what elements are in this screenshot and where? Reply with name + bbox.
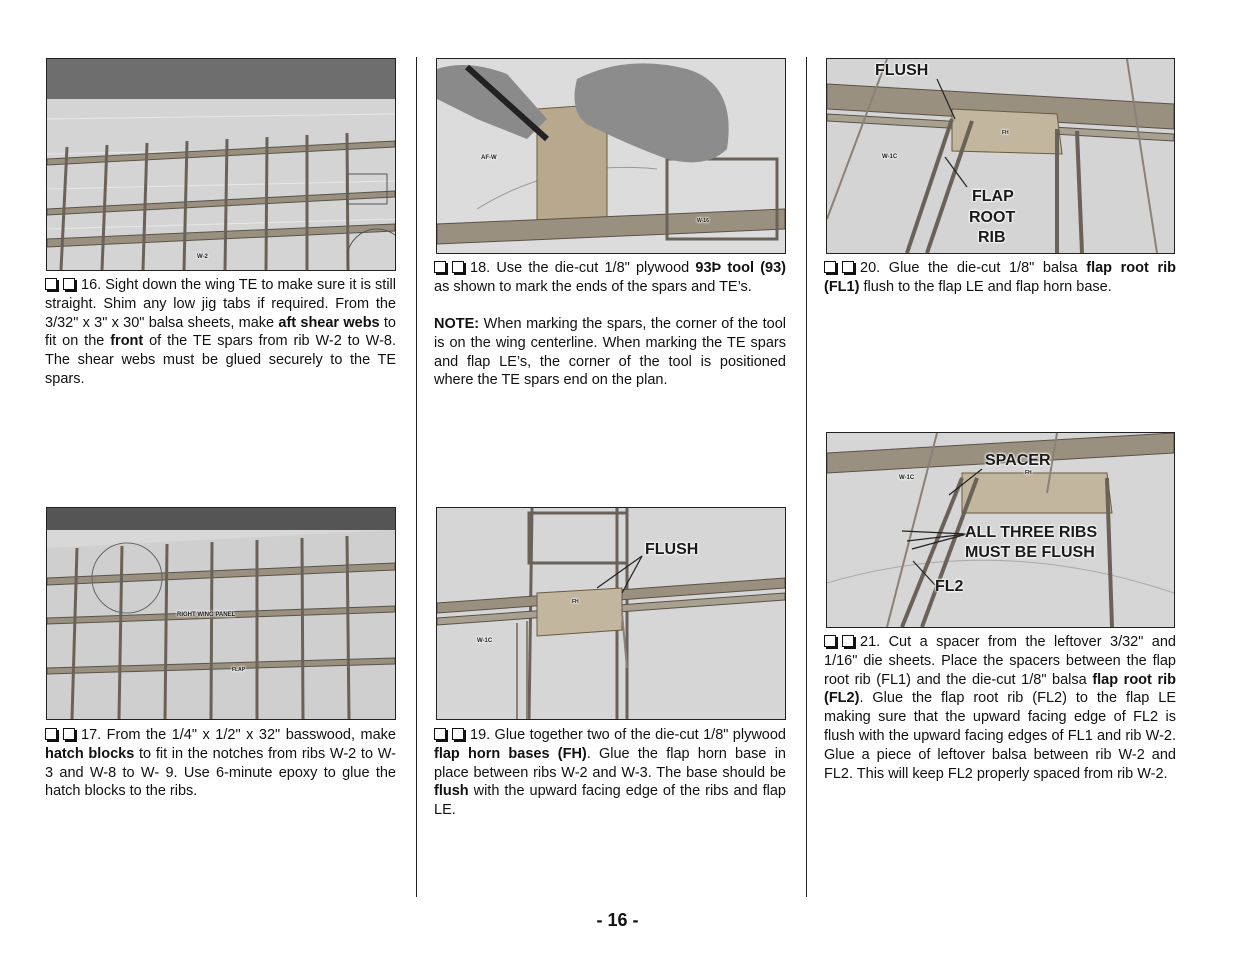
step-21-text: 21. Cut a spacer from the leftover 3/32" and 1/16" die sheets. Place the spacers between the flap root rib (FL1) and the die-cut 1/8" balsa flap root rib (FL2). Glue the flap root rib (FL2) to the flap LE making sure that the upward facing edge of FL2 is flush with the upward facing edges of FL1 and rib W-2. Glue a piece of leftover balsa between rib W-2 and FL2. This will keep FL2 properly spaced from rib W-2. xyxy=(824,634,1176,782)
checkbox-1[interactable] xyxy=(434,261,446,273)
photo-callout-rib: RIB xyxy=(978,229,1006,246)
checkbox-1[interactable] xyxy=(824,635,836,647)
photo-label-w1c: W-1C xyxy=(882,154,898,160)
photo-step-16 xyxy=(46,58,396,271)
photo-step-19 xyxy=(436,507,786,720)
photo-label-fh: FH xyxy=(1002,130,1009,136)
step-16-text: 16. Sight down the wing TE to make sure it is still straight. Shim any low jig tabs if required. From the 3/32" x 3" x 30" balsa sheets, make aft shear webs to fit on the front of the TE spars from rib W-2 to W-8. The shear webs must be glued securely to the TE spars. xyxy=(45,277,396,387)
photo-callout-spacer: SPACER xyxy=(985,452,1051,469)
step-18-text: 18. Use the die-cut 1/8" plywood 93Þ tool (93) as shown to mark the ends of the spars and TE’s. xyxy=(434,260,787,295)
photo-step-17 xyxy=(46,507,396,720)
checkbox-2[interactable] xyxy=(842,635,854,647)
checkbox-2[interactable] xyxy=(63,728,75,740)
checkbox-2[interactable] xyxy=(452,261,464,273)
step-20-text: 20. Glue the die-cut 1/8" balsa flap root rib (FL1) flush to the flap LE and flap horn base. xyxy=(824,260,1176,295)
photo-callout-flush: FLUSH xyxy=(875,62,929,79)
checkbox-1[interactable] xyxy=(824,261,836,273)
photo-step-20 xyxy=(826,58,1175,254)
photo-step-18 xyxy=(436,58,786,254)
photo-callout-flush: FLUSH xyxy=(645,541,699,558)
photo-label-fh: FH xyxy=(1025,470,1032,476)
checkbox-1[interactable] xyxy=(45,278,57,290)
checkbox-2[interactable] xyxy=(452,728,464,740)
checkbox-1[interactable] xyxy=(434,728,446,740)
photo-callout-fl2: FL2 xyxy=(935,578,964,595)
photo-callout-flap: FLAP xyxy=(972,188,1014,205)
photo-callout-all-three-ribs: ALL THREE RIBS xyxy=(965,524,1098,541)
photo-step-21 xyxy=(826,432,1175,628)
step-18-note: NOTE: When marking the spars, the corner of the tool is on the wing centerline. When marking the TE spars and flap LE’s, the corner of the tool is positioned where the TE spars end on the plan. xyxy=(434,316,786,389)
step-19-text: 19. Glue together two of the die-cut 1/8" plywood flap horn bases (FH). Glue the flap horn base in place between ribs W-2 and W-3. The base should be flush with the upward facing edge of the ribs and flap LE. xyxy=(434,727,786,819)
checkbox-1[interactable] xyxy=(45,728,57,740)
photo-label-w2: W-2 xyxy=(197,254,208,260)
checkbox-2[interactable] xyxy=(63,278,75,290)
page-number: - 16 - xyxy=(596,910,639,930)
photo-label-fh: FH xyxy=(572,599,579,605)
step-17-text: 17. From the 1/4" x 1/2" x 32" basswood, make hatch blocks to fit in the notches from ribs W-2 to W-3 and W-8 to W- 9. Use 6-minute epoxy to glue the hatch blocks to the ribs. xyxy=(45,727,396,800)
photo-label-af-w: AF-W xyxy=(481,155,497,161)
checkbox-2[interactable] xyxy=(842,261,854,273)
photo-label-w1c: W-1C xyxy=(477,638,493,644)
photo-label-right-wing-panel: RIGHT WING PANEL xyxy=(177,612,236,618)
photo-callout-must-be-flush: MUST BE FLUSH xyxy=(965,544,1095,561)
column-divider-right xyxy=(806,57,807,897)
photo-label-w16: W-16 xyxy=(697,218,709,224)
photo-label-w1c: W-1C xyxy=(899,475,915,481)
photo-label-flap: FLAP xyxy=(232,667,246,673)
column-divider-left xyxy=(416,57,417,897)
photo-callout-root: ROOT xyxy=(969,209,1016,226)
